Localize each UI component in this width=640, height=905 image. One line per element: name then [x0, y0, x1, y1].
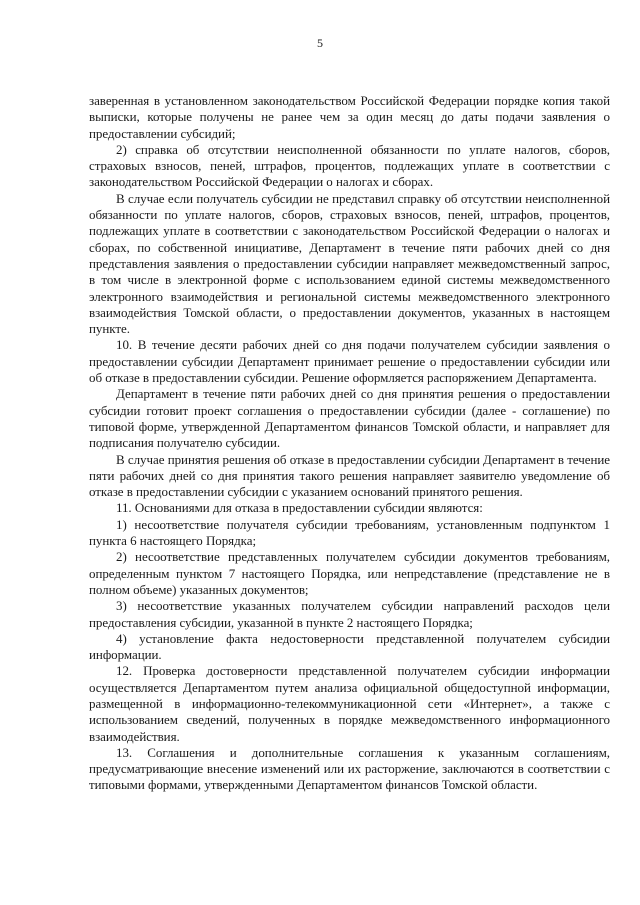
paragraph: В случае если получатель субсидии не представил справку об отсутствии неисполненной обязанности по уплате налогов, сборов, страховых взносов, пеней, штрафов, процентов, подлежащих уплате в соответствии с законодательством Российской Федерации о налогах и сборах, по собственной инициативе, Департамент в течение пяти рабочих дней со дня представления заявления о предоставлении субсидии направляет межведомственный запрос, в том числе в электронной форме с использованием единой системы межведомственного электронного взаимодействия и региональной системы межведомственного электронного взаимодействия Томской области, о предоставлении документов, указанных в настоящем пункте.	[89, 190, 610, 337]
paragraph: Департамент в течение пяти рабочих дней со дня принятия решения о предоставлении субсидии готовит проект соглашения о предоставлении субсидии (далее - соглашение) по типовой форме, утвержденной Департаментом финансов Томской области, и направляет для подписания получателю субсидии.	[89, 386, 610, 451]
document-body	[89, 93, 610, 794]
paragraph: 1) несоответствие получателя субсидии требованиям, установленным подпунктом 1 пункта 6 настоящего Порядка;	[89, 516, 610, 549]
paragraph: 10. В течение десяти рабочих дней со дня подачи получателем субсидии заявления о предоставлении субсидии Департамент принимает решение о предоставлении субсидии или об отказе в предоставлении субсидии. Решение оформляется распоряжением Департамента.	[89, 337, 610, 386]
paragraph: 2) несоответствие представленных получателем субсидии документов требованиям, определенным пунктом 7 настоящего Порядка, или непредставление (представление не в полном объеме) указанных документов;	[89, 549, 610, 597]
page-number: 5	[317, 36, 323, 50]
paragraph: 2) справка об отсутствии неисполненной обязанности по уплате налогов, сборов, страховых взносов, пеней, штрафов, процентов, подлежащих уплате в соответствии с законодательством Российской Федерации о налогах и сборах.	[89, 141, 610, 190]
paragraph: 11. Основаниями для отказа в предоставлении субсидии являются:	[116, 500, 483, 516]
paragraph: заверенная в установленном законодательством Российской Федерации порядке копия такой выписки, которые получены не ранее чем за один месяц до даты подачи заявления о предоставлении субсидий;	[89, 93, 610, 141]
paragraph: 12. Проверка достоверности представленной получателем субсидии информации осуществляется Департаментом путем анализа официальной общедоступной информации, размещенной в информационно-телекоммуникационной сети «Интернет», а также с использованием сведений, полученных в порядке межведомственного информационного взаимодействия.	[89, 663, 610, 744]
paragraph: В случае принятия решения об отказе в предоставлении субсидии Департамент в течение пяти рабочих дней со дня принятия такого решения направляет заявителю уведомление об отказе в предоставлении субсидии с указанием оснований принятого решения.	[89, 451, 610, 500]
paragraph: 13. Соглашения и дополнительные соглашения к указанным соглашениям, предусматривающие внесение изменений или их расторжение, заключаются в соответствии с типовыми формами, утвержденными Департаментом финансов Томской области.	[89, 744, 610, 793]
paragraph: 4) установление факта недостоверности представленной получателем субсидии информации.	[89, 630, 610, 663]
paragraph: 3) несоответствие указанных получателем субсидии направлений расходов цели предоставления субсидии, указанной в пункте 2 настоящего Порядка;	[89, 598, 610, 630]
